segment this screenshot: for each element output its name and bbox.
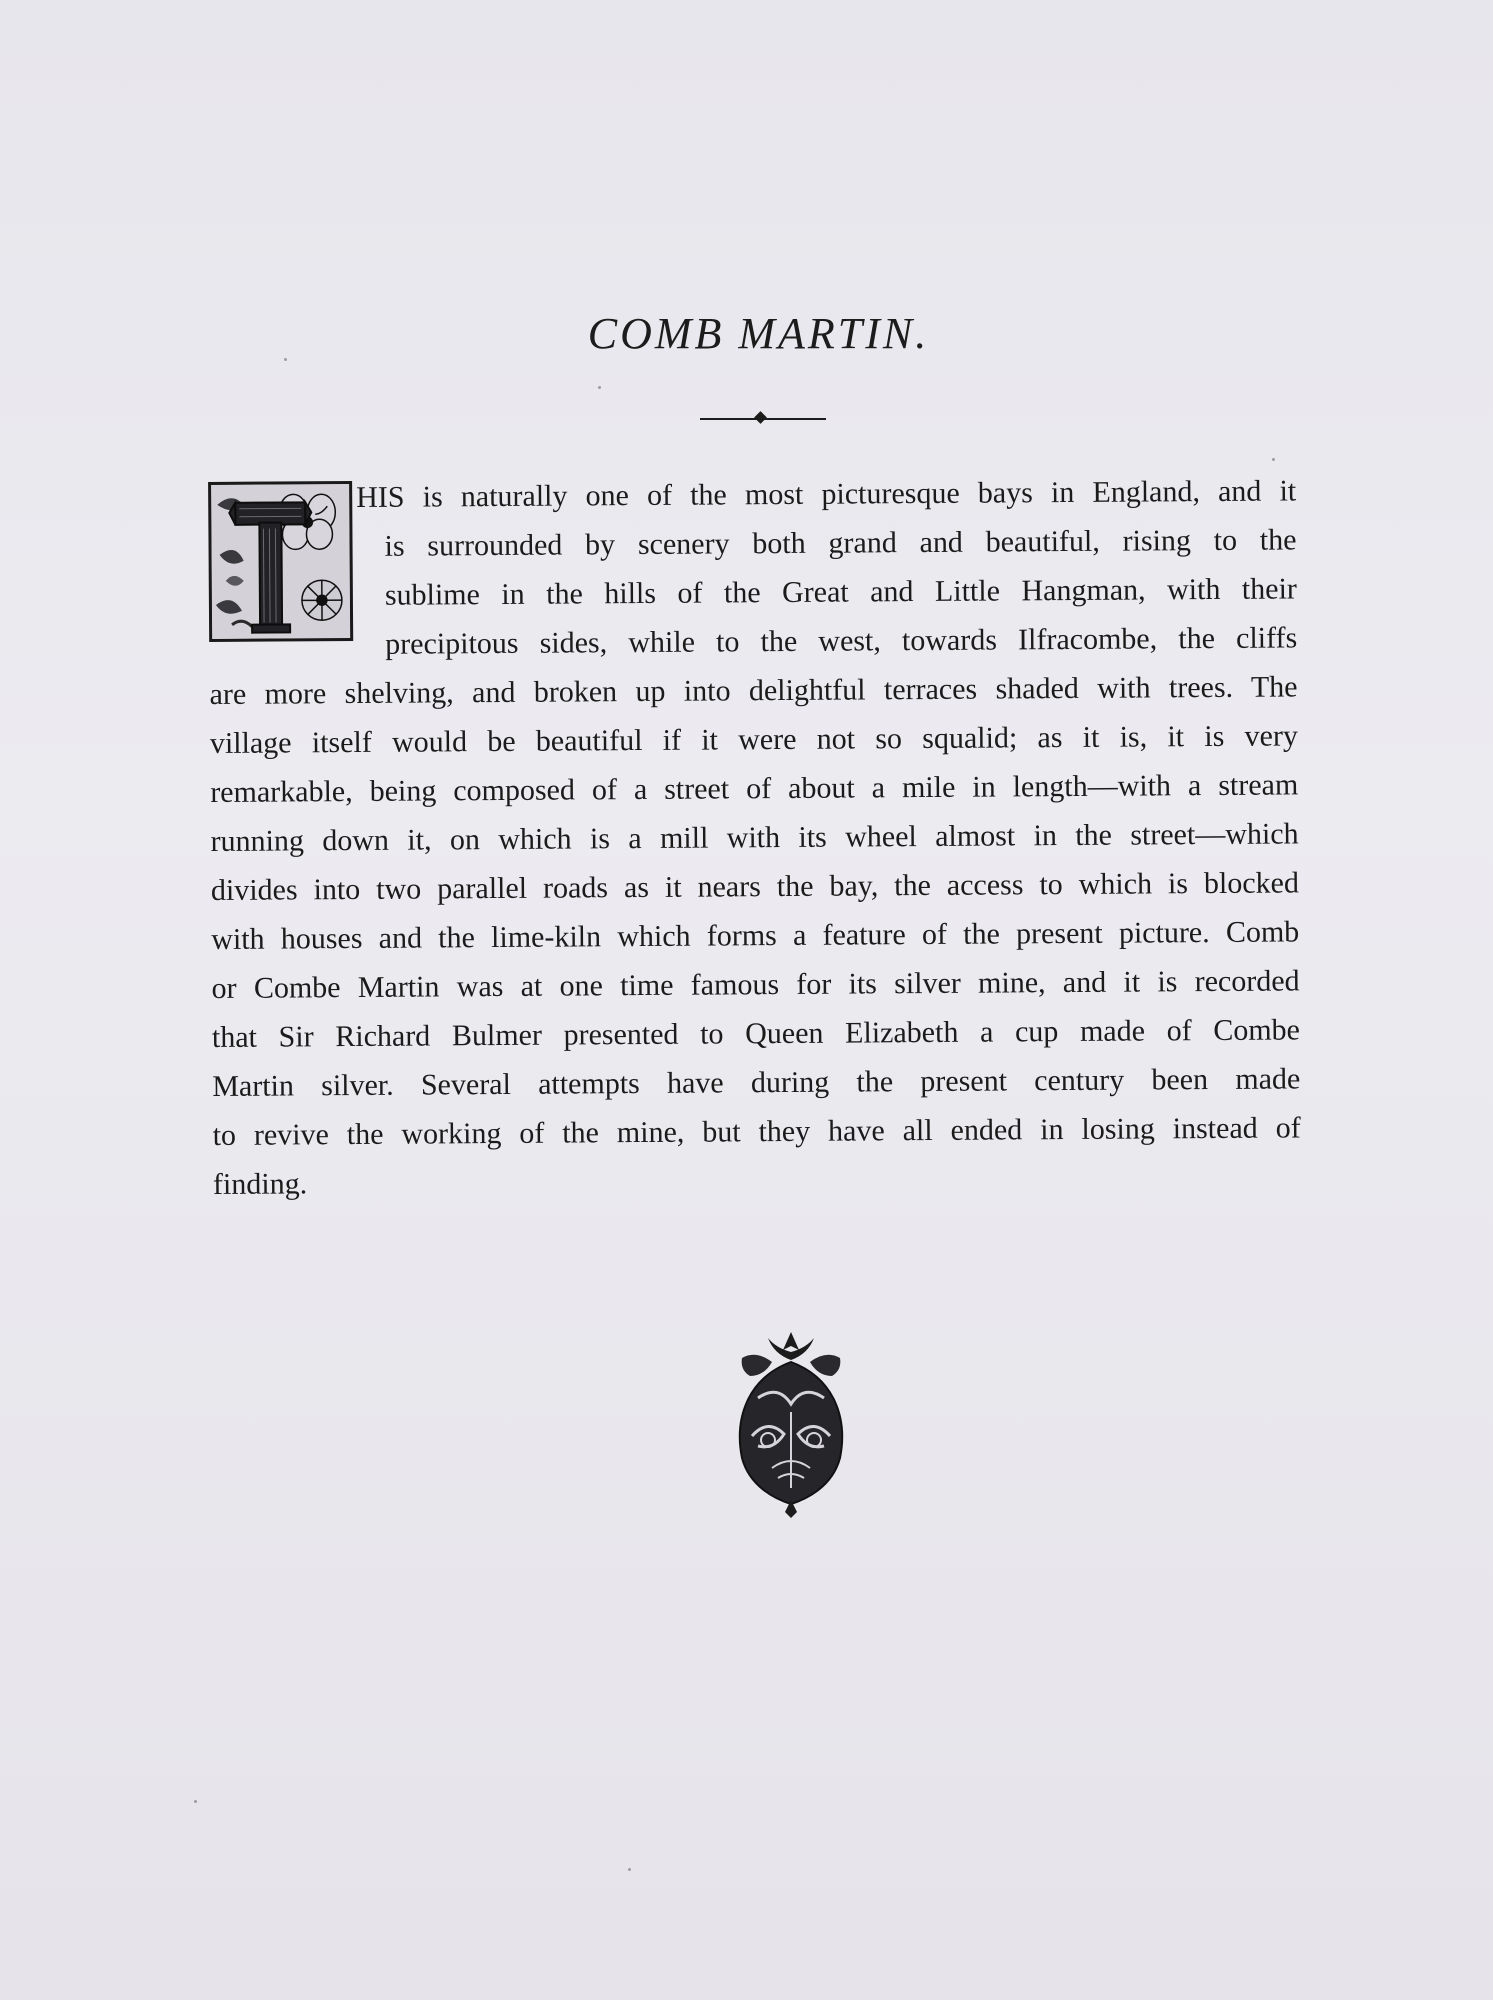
paper-speck <box>1272 458 1275 461</box>
diamond-icon <box>754 411 767 424</box>
text-line: that Sir Richard Bulmer presented to Queen Elizabeth a cup made of Combe <box>211 1013 1301 1054</box>
text-line: or Combe Martin was at one time famous for its silver mine, and it is recorded <box>211 964 1300 1005</box>
text-line: HIS is naturally one of the most picturesque bays in England, and it <box>356 474 1297 514</box>
floral-tailpiece-icon <box>728 1328 854 1522</box>
text-line: to revive the working of the mine, but they have all ended in losing instead of <box>212 1111 1301 1152</box>
text-line: running down it, on which is a mill with its wheel almost in the street—which <box>210 817 1299 858</box>
drop-cap-initial-icon <box>208 481 353 642</box>
paper-speck <box>194 1800 197 1803</box>
page-title: COMB MARTIN. <box>587 309 930 358</box>
text-line: Martin silver. Several attempts have during the present century been made <box>212 1062 1301 1103</box>
text-line: divides into two parallel roads as it nears the bay, the access to which is blocked <box>210 866 1300 907</box>
body-text <box>208 462 1313 1250</box>
text-line: sublime in the hills of the Great and Little Hangman, with their <box>384 572 1297 612</box>
text-line: precipitous sides, while to the west, towards Ilfracombe, the cliffs <box>385 621 1298 661</box>
text-line: are more shelving, and broken up into delightful terraces shaded with trees. The <box>209 670 1298 711</box>
text-line: finding. <box>212 1167 308 1201</box>
paper-speck <box>628 1868 631 1871</box>
text-line: is surrounded by scenery both grand and beautiful, rising to the <box>384 523 1297 563</box>
text-line: village itself would be beautiful if it were not so squalid; as it is, it is very <box>209 719 1298 760</box>
paper-speck <box>598 386 601 389</box>
text-line: remarkable, being composed of a street of about a mile in length—with a stream <box>210 768 1299 809</box>
text-line: with houses and the lime-kiln which forms a feature of the present picture. Comb <box>211 915 1300 956</box>
paper-speck <box>284 358 287 361</box>
